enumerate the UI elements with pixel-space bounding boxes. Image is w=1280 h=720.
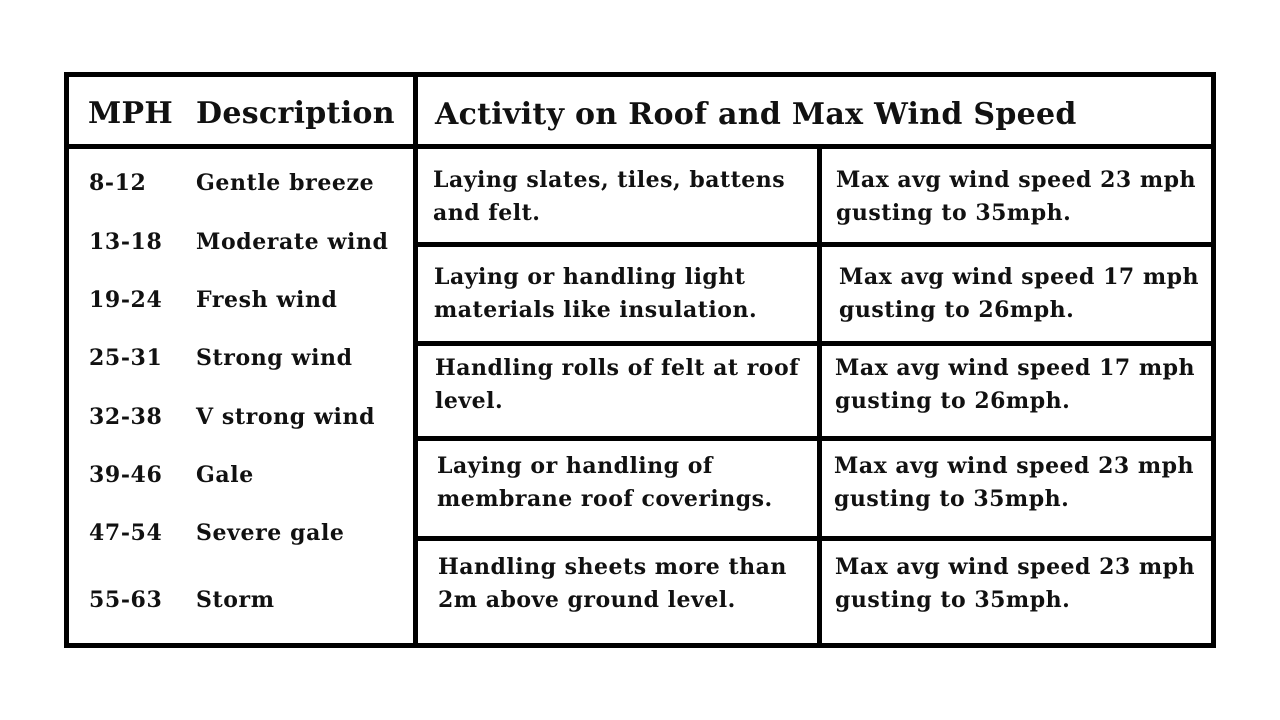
row-divider-1 <box>416 242 1216 247</box>
wind-limit-cell <box>835 352 1195 418</box>
table-border-top <box>64 72 1216 77</box>
mph-value: 32-38 <box>89 404 163 430</box>
wind-limit-cell <box>839 261 1199 327</box>
wind-description: Strong wind <box>196 345 353 371</box>
wind-limit-line: Max avg wind speed 17 mph <box>839 264 1200 290</box>
wind-limit-line: Max avg wind speed 23 mph <box>835 554 1196 580</box>
wind-description: Gentle breeze <box>196 170 375 196</box>
row-divider-4 <box>416 536 1216 541</box>
wind-limit-line: gusting to 35mph. <box>836 200 1072 226</box>
activity-line: Laying or handling of <box>437 453 713 479</box>
wind-limit-line: gusting to 26mph. <box>835 388 1071 414</box>
header-activity: Activity on Roof and Max Wind Speed <box>435 97 1077 132</box>
wind-limit-line: gusting to 35mph. <box>834 486 1070 512</box>
mph-value: 8-12 <box>89 170 147 196</box>
mph-value: 47-54 <box>89 520 163 546</box>
row-divider-3 <box>416 436 1216 441</box>
activity-line: materials like insulation. <box>434 297 758 323</box>
row-divider-2 <box>416 341 1216 346</box>
mph-value: 55-63 <box>89 587 163 613</box>
table-border-left <box>64 72 69 648</box>
wind-limit-cell <box>836 164 1196 230</box>
activity-line: membrane roof coverings. <box>437 486 773 512</box>
activity-cell <box>438 551 787 617</box>
activity-cell <box>435 352 799 418</box>
wind-description: Gale <box>196 462 254 488</box>
activity-line: Handling sheets more than <box>438 554 787 580</box>
activity-line: level. <box>435 388 504 414</box>
activity-cell <box>437 450 773 516</box>
activity-line: Laying or handling light <box>434 264 746 290</box>
activity-line: Laying slates, tiles, battens <box>433 167 786 193</box>
mph-value: 13-18 <box>89 229 163 255</box>
wind-limit-line: Max avg wind speed 23 mph <box>834 453 1195 479</box>
activity-line: 2m above ground level. <box>438 587 736 613</box>
wind-limit-cell <box>835 551 1195 617</box>
activity-cell <box>434 261 757 327</box>
wind-description: V strong wind <box>196 404 376 430</box>
wind-description: Fresh wind <box>196 287 338 313</box>
mph-value: 19-24 <box>89 287 163 313</box>
mph-value: 39-46 <box>89 462 163 488</box>
header-mph: MPH <box>88 96 174 131</box>
wind-description: Severe gale <box>196 520 345 546</box>
column-divider-right <box>817 144 822 648</box>
header-description: Description <box>196 96 395 131</box>
wind-limit-line: Max avg wind speed 23 mph <box>836 167 1197 193</box>
table-border-right <box>1211 72 1216 648</box>
wind-limit-line: gusting to 26mph. <box>839 297 1075 323</box>
wind-limit-line: gusting to 35mph. <box>835 587 1071 613</box>
mph-value: 25-31 <box>89 345 163 371</box>
wind-speed-table <box>64 72 1216 648</box>
wind-description: Moderate wind <box>196 229 389 255</box>
wind-limit-cell <box>834 450 1194 516</box>
column-divider-left <box>413 72 418 648</box>
activity-line: and felt. <box>433 200 541 226</box>
header-divider <box>64 144 1216 149</box>
activity-cell <box>433 164 785 230</box>
wind-limit-line: Max avg wind speed 17 mph <box>835 355 1196 381</box>
wind-description: Storm <box>196 587 275 613</box>
table-border-bottom <box>64 643 1216 648</box>
activity-line: Handling rolls of felt at roof <box>435 355 800 381</box>
